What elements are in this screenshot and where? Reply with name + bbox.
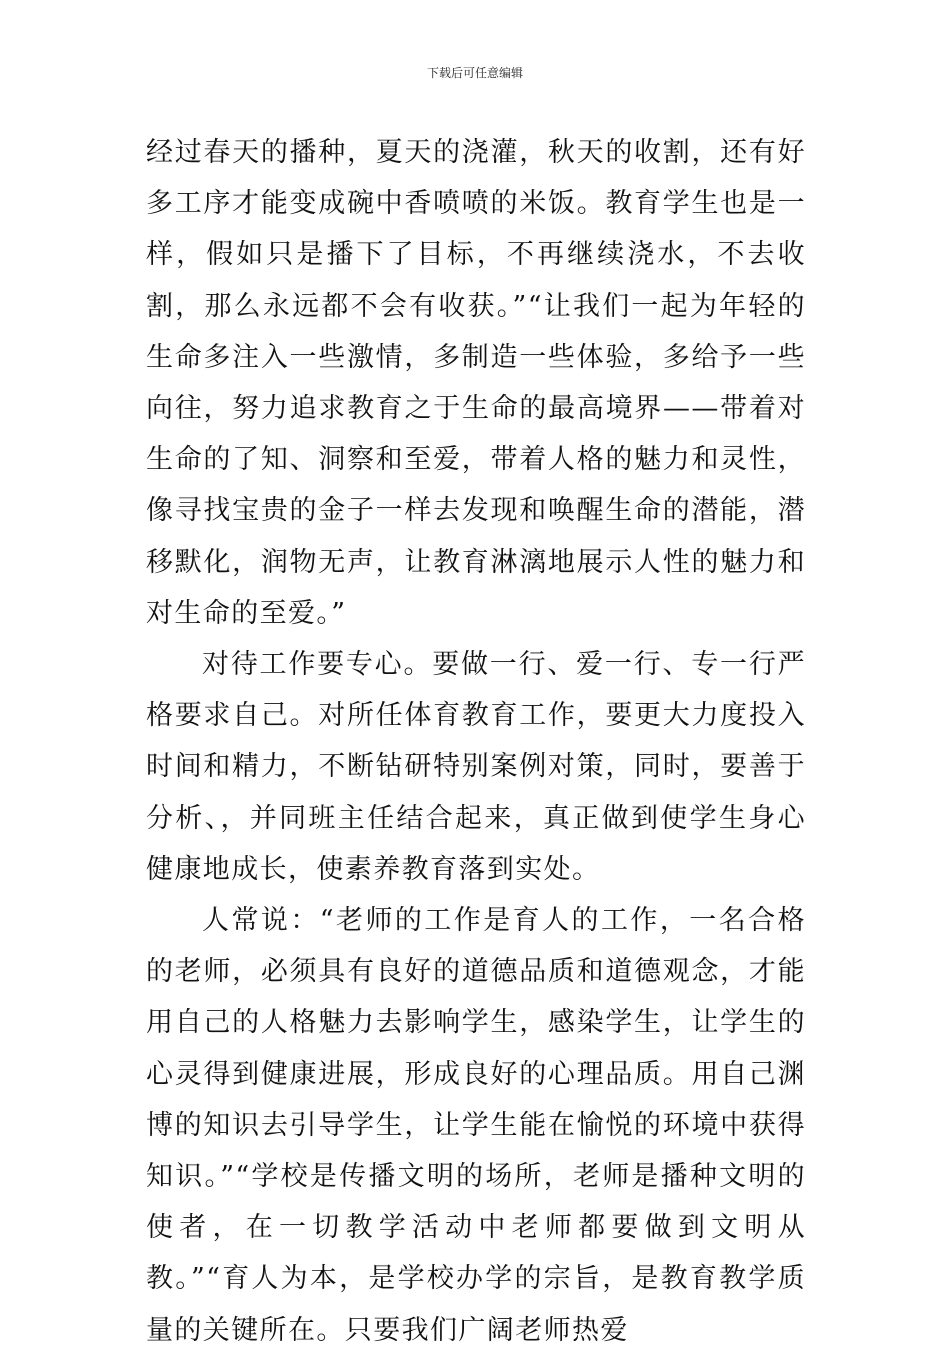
document-body: [146, 127, 806, 1356]
paragraph-continuation: 经过春天的播种，夏天的浇灌，秋天的收割，还有好多工序才能变成碗中香喷喷的米饭。教育学生也是一样，假如只是播下了目标，不再继续浇水，不去收割，那么永远都不会有收获。”“让我们一起为年轻的生命多注入一些激情，多制造一些体验，多给予一些向往，努力追求教育之于生命的最高境界——带着对生命的了知、洞察和至爱，带着人格的魅力和灵性，像寻找宝贵的金子一样去发现和唤醒生命的潜能，潜移默化，润物无声，让教育淋漓地展示人性的魅力和对生命的至爱。”: [146, 137, 806, 629]
paragraph-work-focus: 对待工作要专心。要做一行、爱一行、专一行严格要求自己。对所任体育教育工作，要更大力度投入时间和精力，不断钻研特别案例对策，同时，要善于分析、，并同班主任结合起来，真正做到使学生身心健康地成长，使素养教育落到实处。: [146, 649, 806, 885]
paragraph-teacher-ethics: 人常说：“老师的工作是育人的工作，一名合格的老师，必须具有良好的道德品质和道德观念，才能用自己的人格魅力去影响学生，感染学生，让学生的心灵得到健康进展，形成良好的心理品质。用自己渊博的知识去引导学生，让学生能在愉悦的环境中获得知识。”“学校是传播文明的场所，老师是播种文明的使者，在一切教学活动中老师都要做到文明从教。”“育人为本，是学校办学的宗旨，是教育教学质量的关键所在。只要我们广阔老师热爱: [146, 905, 806, 1346]
page-header: 下载后可任意编辑: [426, 66, 523, 80]
